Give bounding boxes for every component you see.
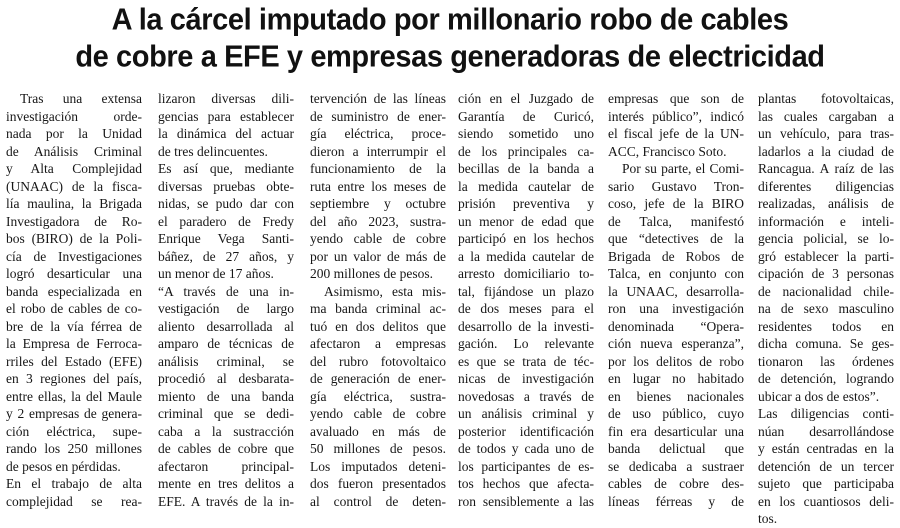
article-line: aliento desarrollada al xyxy=(158,318,294,334)
article-line: Garantía de Curicó, xyxy=(458,108,594,124)
article-line: nada por la Unidad xyxy=(6,126,142,141)
article-line: ción nueva esperanza”, xyxy=(608,336,744,351)
article-line: 50 millones de pesos. xyxy=(310,441,446,456)
article-line: Asimismo, esta mis- xyxy=(324,283,446,299)
article-line: diferentes diligencias xyxy=(758,178,894,194)
article-line: de tres delincuentes. xyxy=(158,143,268,159)
article-line: nicas de investigación xyxy=(458,371,594,386)
article-line: del año 2023, sustra- xyxy=(310,213,446,229)
article-line: de nacionalidad chile- xyxy=(758,283,894,299)
article-line: gencia policial, se lo- xyxy=(758,231,894,246)
article-line: septiembre y octubre xyxy=(310,196,446,211)
article-line: rriles del Estado (EFE) xyxy=(6,353,142,369)
article-line: y 2 empresas de genera- xyxy=(6,406,142,421)
article-line: a la medida cautelar de xyxy=(458,248,594,264)
article-line: afectaron principal- xyxy=(158,458,294,474)
article-line: avaluado en más de xyxy=(310,423,446,439)
article-line: (UNAAC) de la fisca- xyxy=(6,178,142,194)
article-line: el fiscal jefe de la UN- xyxy=(608,126,744,141)
article-line: ma banda criminal ac- xyxy=(310,301,446,316)
article-line: participó en los hechos xyxy=(458,231,594,246)
article-line: un análisis criminal y xyxy=(458,406,594,421)
article-line: Talca, en conjunto con xyxy=(608,266,744,281)
article-line: funcionamiento de la xyxy=(310,161,446,176)
article-line: de dos meses para el xyxy=(458,301,594,316)
article-column-1 xyxy=(6,90,142,509)
article-line: tervención de las líneas xyxy=(310,91,446,106)
article-line: de cables de cobre que xyxy=(158,441,294,456)
article-line: “A través de una in- xyxy=(158,283,294,299)
article-line: tos. xyxy=(758,511,778,526)
article-line: cía de Investigaciones xyxy=(6,248,142,264)
article-line: ción en el Juzgado de xyxy=(458,91,594,106)
article-line: tos hechos que afecta- xyxy=(458,476,594,491)
article-line: y están centradas en la xyxy=(758,441,894,456)
article-line: miento de una banda xyxy=(158,388,294,404)
article-line: banda delictual que xyxy=(608,441,744,456)
article-line: los participantes de es- xyxy=(458,458,594,474)
article-line: realizadas, análisis de xyxy=(758,196,894,211)
article-line: el robo de cables de co- xyxy=(6,301,142,316)
article-line: empresas que son de xyxy=(608,91,744,106)
article-column-6 xyxy=(758,90,894,526)
article-line: ACC, Francisco Soto. xyxy=(608,143,727,159)
article-line: gró establecer la parti- xyxy=(758,248,894,264)
article-line: prisión preventiva y xyxy=(458,196,594,211)
article-line: tal, fijándose un plazo xyxy=(458,283,594,299)
article-line: se dedicaba a sustraer xyxy=(608,458,744,474)
article-line: de los principales ca- xyxy=(458,143,594,159)
article-line: fin era desarticular una xyxy=(608,423,744,439)
article-line: en los cuantiosos deli- xyxy=(758,493,894,509)
article-line: Rancagua. A raíz de las xyxy=(758,161,894,176)
article-line: de detención, logrando xyxy=(758,371,894,386)
article-line: ción eléctrica, supe- xyxy=(6,423,142,439)
article-line: la UNAAC, desarrolla- xyxy=(608,283,744,299)
article-line: y Alta Complejidad xyxy=(6,161,142,176)
article-line: becillas de la banda a xyxy=(458,161,594,176)
article-line: por los delitos de robo xyxy=(608,353,744,369)
article-line: caba a la sustracción xyxy=(158,423,294,439)
article-line: posterior identificación xyxy=(458,423,594,439)
article-line: núan desarrollándose xyxy=(758,423,894,439)
article-line: de todos y cada uno de xyxy=(458,441,594,456)
article-line: de generación de ener- xyxy=(310,371,446,386)
article-line: las cuales cargaban a xyxy=(758,108,894,124)
article-line: na de sexo masculino xyxy=(758,301,894,316)
article-line: residentes todos en xyxy=(758,318,894,334)
article-line: ladarlos a la ciudad de xyxy=(758,143,894,159)
article-line: ron sensiblemente a las xyxy=(458,493,594,509)
article-line: gía eléctrica, proce- xyxy=(310,126,446,141)
article-line: es que se trata de téc- xyxy=(458,353,594,369)
article-line: Enrique Vega Santi- xyxy=(158,231,294,246)
article-line: en lugar no habitado xyxy=(608,371,744,386)
article-line: un menor de edad que xyxy=(458,213,594,229)
article-line: un vehículo, para tras- xyxy=(758,126,894,141)
article-line: rando los 250 millones xyxy=(6,441,142,456)
article-line: interés público”, indicó xyxy=(608,108,744,124)
article-line: denominada “Opera- xyxy=(608,318,744,334)
article-line: bre de la vía férrea de xyxy=(6,318,142,334)
article-line: EFE. A través de la in- xyxy=(158,493,294,509)
article-line: por un valor de más de xyxy=(310,248,446,264)
article-line: sario Gustavo Tron- xyxy=(608,178,744,194)
article-line: el paradero de Fredy xyxy=(158,213,294,229)
article-line: sujeto que participaba xyxy=(758,476,894,491)
article-line: ubicar a dos de estos”. xyxy=(758,388,880,404)
article-line: tuó en dos delitos que xyxy=(310,318,446,334)
article-line: en 3 regiones del país, xyxy=(6,371,142,386)
article-line: de suministro de ener- xyxy=(310,108,446,124)
article-line: nidas, se pudo dar con xyxy=(158,196,294,211)
article-line: gación. Lo relevante xyxy=(458,336,594,351)
article-line: coso, jefe de la BIRO xyxy=(608,196,744,211)
article-line: gencias para establecer xyxy=(158,108,294,124)
article-line: que “detectives de la xyxy=(608,231,744,246)
article-line: en bienes nacionales xyxy=(608,388,744,404)
article-line: lía maulina, la Brigada xyxy=(6,196,142,211)
article-line: dos fueron presentados xyxy=(310,476,446,491)
article-column-3 xyxy=(310,90,446,509)
article-column-4 xyxy=(458,90,594,509)
article-line: de Talca, manifestó xyxy=(608,213,744,229)
article-line: 200 millones de pesos. xyxy=(310,266,433,281)
article-line: lizaron diversas dili- xyxy=(158,91,294,106)
article-line: entre ellas, la del Maule xyxy=(6,388,142,404)
article-line: de Análisis Criminal xyxy=(6,143,142,159)
article-line: yendo cable de cobre xyxy=(310,406,446,421)
article-line: detención de un tercer xyxy=(758,458,894,474)
article-column-5 xyxy=(608,90,744,509)
article-line: cables de cobre des- xyxy=(608,476,744,491)
article-line: la Empresa de Ferroca- xyxy=(6,336,142,351)
article-line: plantas fotovoltaicas, xyxy=(758,91,894,106)
article-line: siendo sometido uno xyxy=(458,126,594,141)
article-line: de uso público, cuyo xyxy=(608,406,744,421)
article-line: al control de deten- xyxy=(310,493,446,509)
article-line: bos (BIRO) de la Poli- xyxy=(6,231,142,246)
article-line: Es así que, mediante xyxy=(158,161,294,176)
article-line: banda especializada en xyxy=(6,283,142,299)
article-line: Investigadora de Ro- xyxy=(6,213,142,229)
article-line: diversas pruebas obte- xyxy=(158,178,294,194)
article-line: procedió al desbarata- xyxy=(158,371,294,386)
article-line: un menor de 17 años. xyxy=(158,266,274,281)
article-line: ron una investigación xyxy=(608,301,744,316)
article-line: Los imputados deteni- xyxy=(310,458,446,474)
article-line: Brigada de Robos de xyxy=(608,248,744,264)
article-line: En el trabajo de alta xyxy=(6,476,142,491)
article-line: gía eléctrica, sustra- xyxy=(310,388,446,404)
article-column-2 xyxy=(158,90,294,509)
article-line: ruta entre los meses de xyxy=(310,178,446,194)
article-line: Tras una extensa xyxy=(20,91,142,106)
article-line: logró desarticular una xyxy=(6,266,142,281)
article-line: dicha comuna. Se ges- xyxy=(758,336,894,351)
headline xyxy=(0,2,900,76)
article-line: investigación orde- xyxy=(6,108,142,124)
article-line: yendo cable de cobre xyxy=(310,231,446,246)
article-line: la dinámica del actuar xyxy=(158,126,294,141)
article-line: líneas férreas y de xyxy=(608,493,744,509)
article-line: amparo de técnicas de xyxy=(158,336,294,351)
article-line: dieron a interrumpir el xyxy=(310,143,446,159)
headline-line-1: A la cárcel imputado por millonario robo de cables xyxy=(111,3,789,37)
article-line: tionaron las órdenes xyxy=(758,353,894,369)
article-line: Las diligencias conti- xyxy=(758,406,894,421)
article-line: criminal que se dedi- xyxy=(158,406,294,421)
headline-line-2: de cobre a EFE y empresas generadoras de electricidad xyxy=(75,40,825,74)
article-line: mente en tres delitos a xyxy=(158,476,294,491)
article-line: del rubro fotovoltaico xyxy=(310,353,446,369)
article-line: análisis criminal, se xyxy=(158,353,294,369)
article-line: Por su parte, el Comi- xyxy=(622,161,744,176)
article-line: vestigación de largo xyxy=(158,301,294,316)
article-line: la medida cautelar de xyxy=(458,178,594,194)
article-line: arresto domiciliario to- xyxy=(458,266,594,281)
article-line: información e inteli- xyxy=(758,213,894,229)
article-line: complejidad se rea- xyxy=(6,493,142,509)
article-line: báñez, de 27 años, y xyxy=(158,248,294,264)
article-line: desarrollo de la investi- xyxy=(458,318,594,334)
article-line: novedosas a través de xyxy=(458,388,594,404)
article-line: afectaron a empresas xyxy=(310,336,446,351)
article-line: cipación de 3 personas xyxy=(758,266,894,281)
article-line: de pesos en pérdidas. xyxy=(6,458,121,474)
